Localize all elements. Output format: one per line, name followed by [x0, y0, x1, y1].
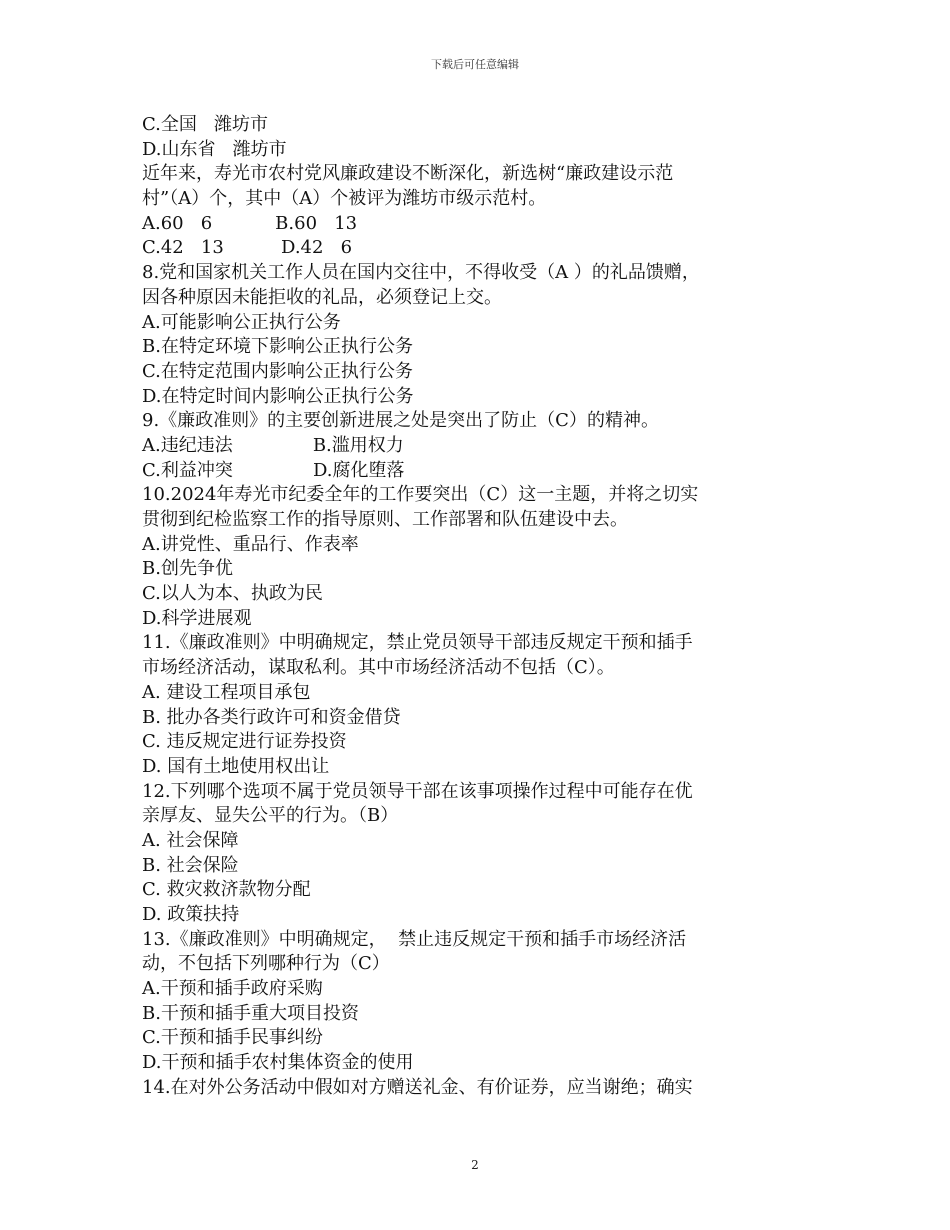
text-line: B.创先争优 — [142, 558, 233, 580]
text-line: 8.党和国家机关工作人员在国内交往中，不得收受（A ）的礼品馈赠， — [142, 262, 700, 284]
text-line: A. 社会保障 — [142, 829, 239, 851]
text-line: A.60 6 B.60 13 — [142, 212, 358, 234]
text-line: 动，不包括下列哪种行为（C） — [142, 953, 390, 975]
text-line: A.讲党性、重品行、作表率 — [142, 533, 359, 555]
text-line: A. 建设工程项目承包 — [142, 681, 311, 703]
text-line: C. 救灾救济款物分配 — [142, 879, 311, 901]
text-line: 贯彻到纪检监察工作的指导原则、工作部署和队伍建设中去。 — [142, 509, 628, 530]
text-line: D. 政策扶持 — [142, 904, 240, 925]
text-line: 亲厚友、显失公平的行为。（B） — [142, 805, 399, 827]
text-line: A.违纪违法 B.滥用权力 — [142, 434, 404, 456]
document-body — [142, 113, 832, 1101]
text-line: D. 国有土地使用权出让 — [142, 755, 330, 777]
text-line: 9.《廉政准则》的主要创新进展之处是突出了防止（C）的精神。 — [142, 410, 659, 432]
text-line: A.干预和插手政府采购 — [142, 978, 323, 1000]
text-line: 村”（A）个，其中（A）个被评为潍坊市级示范村。 — [142, 188, 547, 210]
text-line: C.42 13 D.42 6 — [142, 237, 353, 259]
text-line: 12.下列哪个选项不属于党员领导干部在该事项操作过程中可能存在优 — [142, 780, 693, 802]
text-line: D.科学进展观 — [142, 607, 252, 629]
text-line: D.山东省 潍坊市 — [142, 138, 287, 160]
text-line: 14.在对外公务活动中假如对方赠送礼金、有价证券，应当谢绝；确实 — [142, 1076, 693, 1098]
text-line: D.干预和插手农村集体资金的使用 — [142, 1052, 414, 1074]
text-line: 10.2024年寿光市纪委全年的工作要突出（C）这一主题，并将之切实 — [142, 484, 699, 506]
text-line: C.利益冲突 D.腐化堕落 — [142, 459, 405, 481]
text-line: 因各种原因未能拒收的礼品，必须登记上交。 — [142, 286, 502, 308]
text-line: A.可能影响公正执行公务 — [142, 311, 341, 333]
text-line: C.干预和插手民事纠纷 — [142, 1027, 323, 1049]
text-line: C.在特定范围内影响公正执行公务 — [142, 360, 413, 382]
text-line: C.全国 潍坊市 — [142, 114, 269, 135]
text-line: C. 违反规定进行证券投资 — [142, 731, 347, 753]
text-line: 13.《廉政准则》中明确规定， 禁止违反规定干预和插手市场经济活 — [142, 928, 687, 950]
text-line: B.在特定环境下影响公正执行公务 — [142, 336, 413, 358]
text-line: B. 批办各类行政许可和资金借贷 — [142, 706, 401, 728]
text-line: B.干预和插手重大项目投资 — [142, 1002, 359, 1024]
page-header: 下载后可任意编辑 — [431, 58, 519, 71]
text-line: 11.《廉政准则》中明确规定，禁止党员领导干部违反规定干预和插手 — [142, 632, 693, 654]
text-line: C.以人为本、执政为民 — [142, 583, 323, 605]
page-number: 2 — [471, 1158, 479, 1172]
text-line: 市场经济活动，谋取私利。其中市场经济活动不包括（C）。 — [142, 657, 615, 679]
text-line: D.在特定时间内影响公正执行公务 — [142, 385, 414, 407]
text-line: 近年来，寿光市农村党风廉政建设不断深化，新选树“廉政建设示范 — [142, 163, 674, 185]
text-line: B. 社会保险 — [142, 854, 239, 876]
